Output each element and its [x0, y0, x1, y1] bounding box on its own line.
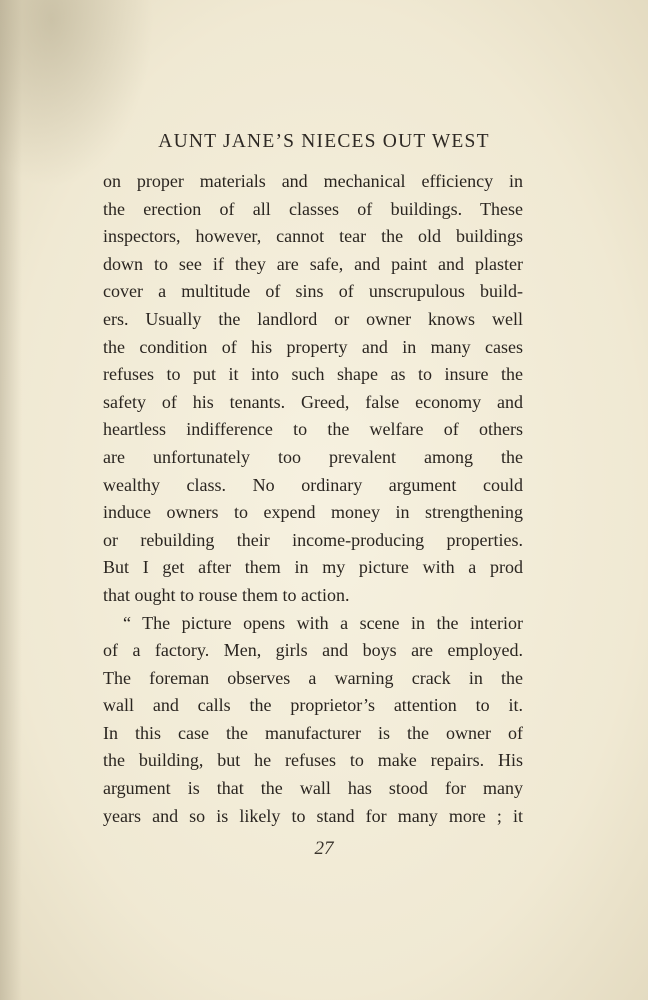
text-line: years and so is likely to stand for many more ; it: [103, 805, 523, 826]
text-line: down to see if they are safe, and paint and plaster: [103, 253, 523, 274]
text-line: wall and calls the proprietor’s attention to it.: [103, 695, 523, 716]
text-line: But I get after them in my picture with a prod: [103, 557, 523, 578]
text-line: the condition of his property and in many cases: [103, 336, 523, 357]
text-line: the erection of all classes of buildings. These: [103, 198, 523, 219]
running-head: AUNT JANE’S NIECES OUT WEST: [158, 131, 490, 152]
text-line: that ought to rouse them to action.: [103, 584, 350, 605]
page-number: 27: [314, 838, 334, 859]
text-line: induce owners to expend money in strengthening: [103, 502, 523, 523]
text-line: are unfortunately too prevalent among the: [103, 446, 523, 467]
body-text: [103, 168, 523, 830]
text-line: inspectors, however, cannot tear the old buildings: [103, 226, 523, 247]
text-line: heartless indifference to the welfare of others: [103, 419, 523, 440]
text-line: the building, but he refuses to make repairs. His: [103, 750, 523, 771]
text-line: In this case the manufacturer is the owner of: [103, 722, 523, 743]
text-line: or rebuilding their income-producing properties.: [103, 529, 523, 550]
text-line: refuses to put it into such shape as to insure the: [103, 364, 523, 385]
text-line: The foreman observes a warning crack in the: [103, 667, 523, 688]
text-line: of a factory. Men, girls and boys are employed.: [103, 640, 523, 661]
text-line: safety of his tenants. Greed, false economy and: [103, 391, 523, 412]
text-line: “ The picture opens with a scene in the interior: [123, 612, 523, 633]
text-line: wealthy class. No ordinary argument could: [103, 474, 523, 495]
text-line: argument is that the wall has stood for many: [103, 778, 523, 799]
text-line: ers. Usually the landlord or owner knows well: [103, 308, 523, 329]
text-line: cover a multitude of sins of unscrupulous build-: [103, 281, 523, 302]
text-line: on proper materials and mechanical efficiency in: [103, 171, 523, 191]
